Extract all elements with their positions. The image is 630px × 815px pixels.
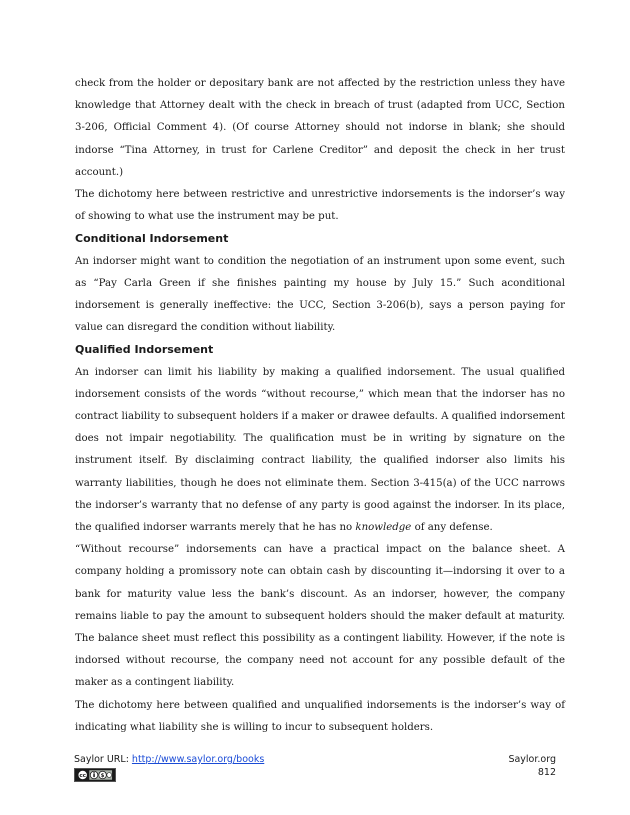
paragraph-qualified-indorsement (75, 362, 565, 540)
paragraph-qualified-text-end: of any defense. (411, 522, 493, 534)
page-number: 812 (537, 767, 556, 778)
paragraph-trust-indorsement: check from the holder or depositary bank are not affected by the restriction unless they have knowledge that Attorney dealt with the check in breach of trust (adapted from UCC, Section 3-206, Official Comment 4). (Of course Attorney should not indorse in blank; she should indorse “Tina Attorney, in trust for Carlene Creditor” and deposit the check in her trust account.) (75, 78, 565, 178)
footer-right (508, 753, 556, 779)
heading-qualified-indorsement: Qualified Indorsement (75, 343, 214, 357)
svg-text:cc: cc (79, 773, 87, 780)
footer-left (74, 753, 264, 782)
heading-conditional-indorsement: Conditional Indorsement (75, 232, 229, 246)
footer-url-label: Saylor URL: (74, 754, 132, 765)
paragraph-qualified-text: An indorser can limit his liability by making a qualified indorsement. The usual qualified indorsement consists of the words “without recourse,” which mean that the indorser has no contract liability to subsequent holders if a maker or drawee defaults. A qualified indorsement does not impair negotiability. The qualification must be in writing by signature on the instrument itself. By disclaiming contract liability, the qualified indorser also limits his warranty liabilities, though he does not eliminate them. Section 3-415(a) of the UCC narrows the indorser’s warranty that no defense of any party is good against the indorser. In its place, the qualified indorser warrants merely that he has no (75, 366, 565, 534)
paragraph-conditional-indorsement: An indorser might want to condition the negotiation of an instrument upon some event, such as “Pay Carla Green if she finishes painting my house by July 15.” Such aconditional indorsement is generally ineffective: the UCC, Section 3-206(b), says a person paying for value can disregard the condition without liability. (75, 255, 565, 334)
page-body (75, 73, 565, 739)
paragraph-qualified-dichotomy: The dichotomy here between qualified and unqualified indorsements is the indorser’s way of indicating what liability she is willing to incur to subsequent holders. (75, 699, 565, 733)
emphasis-knowledge: knowledge (355, 522, 412, 534)
footer-site-name: Saylor.org (508, 754, 556, 765)
paragraph-without-recourse: “Without recourse” indorsements can have a practical impact on the balance sheet. A company holding a promissory note can obtain cash by discounting it—indorsing it over to a bank for maturity value less the bank’s discount. As an indorser, however, the company remains liable to pay the amount to subsequent holders should the maker default at maturity. The balance sheet must reflect this possibility as a contingent liability. However, if the note is indorsed without recourse, the company need not account for any possible default of the maker as a contingent liability. (75, 544, 565, 689)
saylor-books-link[interactable]: http://www.saylor.org/books (131, 754, 265, 765)
svg-text:$: $ (100, 772, 105, 779)
footer-url-line (74, 753, 264, 766)
creative-commons-icon (74, 768, 116, 782)
paragraph-restrictive-dichotomy: The dichotomy here between restrictive and unrestrictive indorsements is the indorser’s way of showing to what use the instrument may be put. (75, 189, 565, 223)
